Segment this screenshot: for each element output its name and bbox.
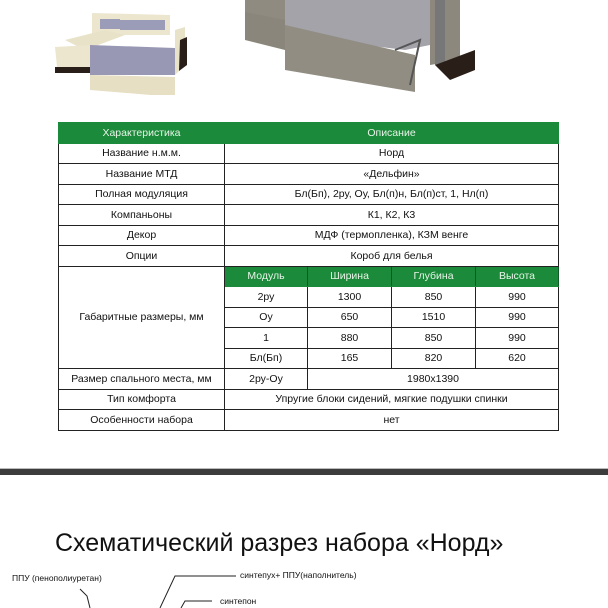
- row-value: Короб для белья: [225, 246, 559, 267]
- table-row: [59, 369, 559, 390]
- cell: 990: [476, 287, 559, 308]
- row-value: МДФ (термопленка), КЗМ венге: [225, 225, 559, 246]
- dim-col-height: Высота: [476, 266, 559, 287]
- specification-table: [58, 122, 559, 431]
- table-row: [59, 225, 559, 246]
- row-value: Упругие блоки сидений, мягкие подушки спинки: [225, 389, 559, 410]
- table-row: [59, 246, 559, 267]
- row-value: Норд: [225, 143, 559, 164]
- row-value: К1, К2, К3: [225, 205, 559, 226]
- cell: 1300: [308, 287, 392, 308]
- cell: Оу: [225, 307, 308, 328]
- row-label: Компаньоны: [59, 205, 225, 226]
- sleeping-module: 2ру-Оу: [225, 369, 308, 390]
- cell: 620: [476, 348, 559, 369]
- cell: 650: [308, 307, 392, 328]
- row-label: Название МТД: [59, 164, 225, 185]
- label-ppu: ППУ (пенополиуретан): [12, 573, 102, 583]
- cell: 165: [308, 348, 392, 369]
- row-label: Опции: [59, 246, 225, 267]
- cell: 1510: [392, 307, 476, 328]
- table-row: [59, 410, 559, 431]
- row-label: Размер спального места, мм: [59, 369, 225, 390]
- dim-col-module: Модуль: [225, 266, 308, 287]
- cell: 880: [308, 328, 392, 349]
- row-label: Декор: [59, 225, 225, 246]
- cell: 850: [392, 287, 476, 308]
- cell: 820: [392, 348, 476, 369]
- row-label: Полная модуляция: [59, 184, 225, 205]
- cell: 1: [225, 328, 308, 349]
- section-divider: [0, 468, 608, 475]
- row-label: Тип комфорта: [59, 389, 225, 410]
- table-row: [59, 184, 559, 205]
- header-description: Описание: [225, 123, 559, 144]
- row-value: Бл(Бп), 2ру, Оу, Бл(п)н, Бл(п)ст, 1, Нл(п): [225, 184, 559, 205]
- sofa-photo-light: [45, 5, 190, 95]
- cell: Бл(Бп): [225, 348, 308, 369]
- leader-lines: [0, 560, 608, 608]
- row-label: Название н.м.м.: [59, 143, 225, 164]
- row-label: Особенности набора: [59, 410, 225, 431]
- row-value: 1980х1390: [308, 369, 559, 390]
- label-sintepuh: синтепух+ ППУ(наполнитель): [240, 570, 357, 580]
- dimensions-label: Габаритные размеры, мм: [59, 266, 225, 369]
- table-row: [59, 205, 559, 226]
- dim-col-width: Ширина: [308, 266, 392, 287]
- table-row: [59, 143, 559, 164]
- dim-col-depth: Глубина: [392, 266, 476, 287]
- table-row: [59, 389, 559, 410]
- cell: 2ру: [225, 287, 308, 308]
- dimensions-header-row: [59, 266, 559, 287]
- cell: 990: [476, 328, 559, 349]
- header-characteristic: Характеристика: [59, 123, 225, 144]
- cell: 990: [476, 307, 559, 328]
- cell: 850: [392, 328, 476, 349]
- label-sintepon: синтепон: [220, 596, 257, 606]
- row-value: «Дельфин»: [225, 164, 559, 185]
- schematic-title: Схематический разрез набора «Норд»: [55, 529, 504, 557]
- row-value: нет: [225, 410, 559, 431]
- table-header-row: [59, 123, 559, 144]
- sofa-photo-grey: [245, 0, 475, 95]
- table-row: [59, 164, 559, 185]
